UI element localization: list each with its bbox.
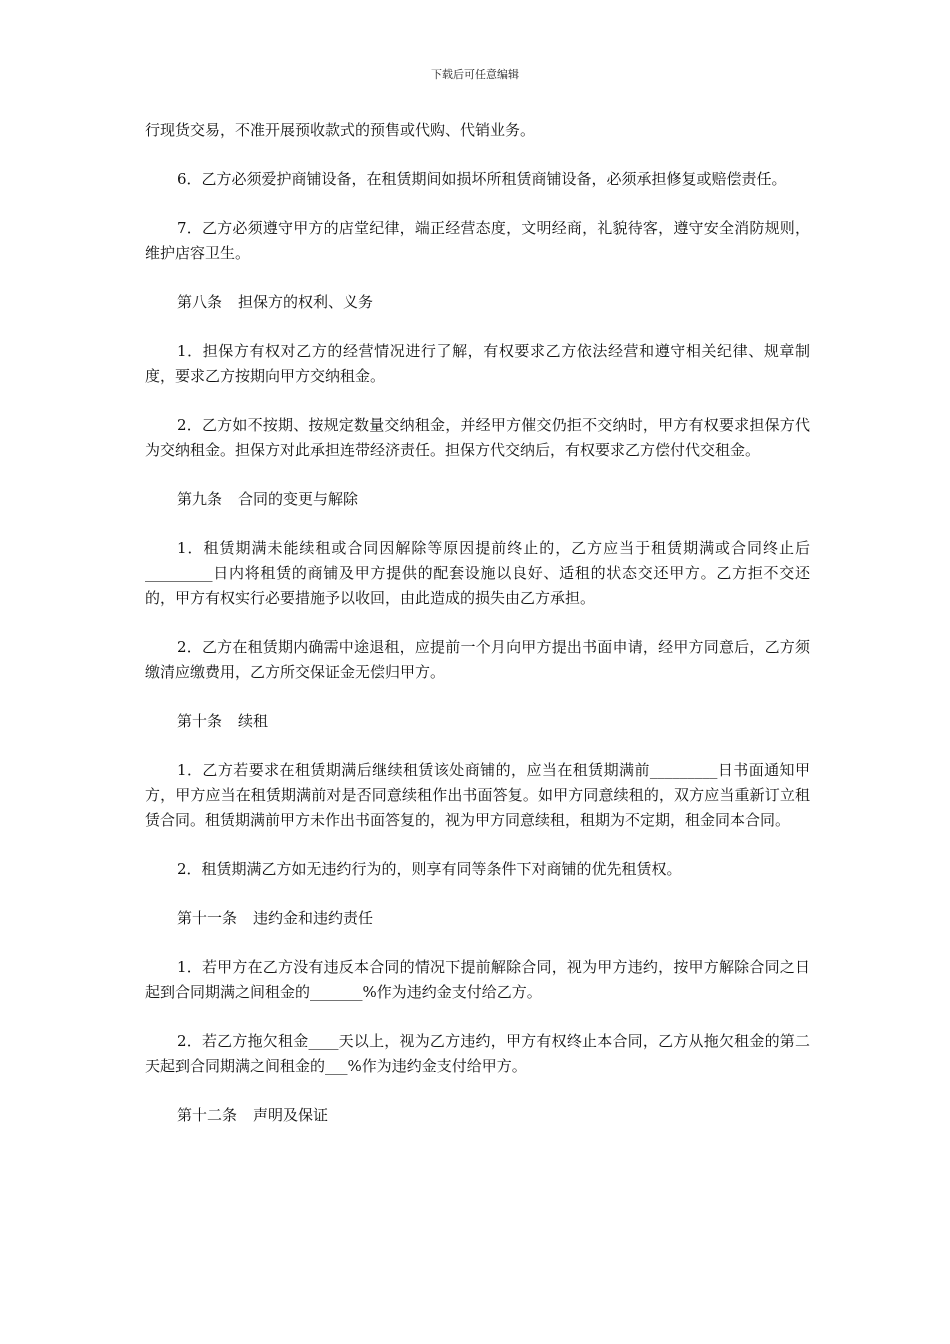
paragraph-article-8-item-1: 1．担保方有权对乙方的经营情况进行了解，有权要求乙方依法经营和遵守相关纪律、规章制度，要求乙方按期向甲方交纳租金。 bbox=[145, 342, 810, 385]
paragraph-clause-7: 7．乙方必须遵守甲方的店堂纪律，端正经营态度，文明经商，礼貌待客，遵守安全消防规则，维护店容卫生。 bbox=[145, 219, 810, 262]
paragraph-article-9-item-1: 1．租赁期满未能续租或合同因解除等原因提前终止的，乙方应当于租赁期满或合同终止后_________日内将租赁的商铺及甲方提供的配套设施以良好、适租的状态交还甲方。乙方拒不交还的，甲方有权实行必要措施予以收回，由此造成的损失由乙方承担。 bbox=[145, 539, 810, 607]
article-title: 违约金和违约责任 bbox=[253, 909, 374, 927]
article-11-heading bbox=[145, 906, 810, 931]
paragraph-clause-6: 6．乙方必须爱护商铺设备，在租赁期间如损坏所租赁商铺设备，必须承担修复或赔偿责任。 bbox=[177, 170, 787, 188]
article-10-heading bbox=[145, 709, 810, 734]
article-title: 合同的变更与解除 bbox=[238, 490, 359, 508]
article-number: 第九条 bbox=[177, 490, 223, 508]
article-8-heading bbox=[145, 290, 810, 315]
document-body bbox=[145, 118, 810, 1152]
article-number: 第十二条 bbox=[177, 1106, 238, 1124]
article-number: 第八条 bbox=[177, 293, 223, 311]
paragraph-continuation: 行现货交易，不准开展预收款式的预售或代购、代销业务。 bbox=[145, 121, 536, 139]
article-12-heading bbox=[145, 1103, 810, 1128]
article-number: 第十条 bbox=[177, 712, 223, 730]
article-number: 第十一条 bbox=[177, 909, 238, 927]
paragraph-article-11-item-2: 2．若乙方拖欠租金____天以上，视为乙方违约，甲方有权终止本合同，乙方从拖欠租金的第二天起到合同期满之间租金的___%作为违约金支付给甲方。 bbox=[145, 1032, 810, 1075]
article-title: 担保方的权利、义务 bbox=[238, 293, 374, 311]
paragraph-article-9-item-2: 2．乙方在租赁期内确需中途退租，应提前一个月向甲方提出书面申请，经甲方同意后，乙方须缴清应缴费用，乙方所交保证金无偿归甲方。 bbox=[145, 638, 810, 681]
paragraph-article-10-item-1: 1．乙方若要求在租赁期满后继续租赁该处商铺的，应当在租赁期满前_________日书面通知甲方，甲方应当在租赁期满前对是否同意续租作出书面答复。如甲方同意续租的，双方应当重新订立租赁合同。租赁期满前甲方未作出书面答复的，视为甲方同意续租，租期为不定期，租金同本合同。 bbox=[145, 761, 810, 829]
paragraph-article-8-item-2: 2．乙方如不按期、按规定数量交纳租金，并经甲方催交仍拒不交纳时，甲方有权要求担保方代为交纳租金。担保方对此承担连带经济责任。担保方代交纳后，有权要求乙方偿付代交租金。 bbox=[145, 416, 810, 459]
paragraph-article-10-item-2: 2．租赁期满乙方如无违约行为的，则享有同等条件下对商铺的优先租赁权。 bbox=[177, 860, 682, 878]
page-header: 下载后可任意编辑 bbox=[431, 68, 519, 81]
article-title: 声明及保证 bbox=[253, 1106, 329, 1124]
paragraph-article-11-item-1: 1．若甲方在乙方没有违反本合同的情况下提前解除合同，视为甲方违约，按甲方解除合同之日起到合同期满之间租金的_______%作为违约金支付给乙方。 bbox=[145, 958, 810, 1001]
article-title: 续租 bbox=[238, 712, 269, 730]
article-9-heading bbox=[145, 487, 810, 512]
